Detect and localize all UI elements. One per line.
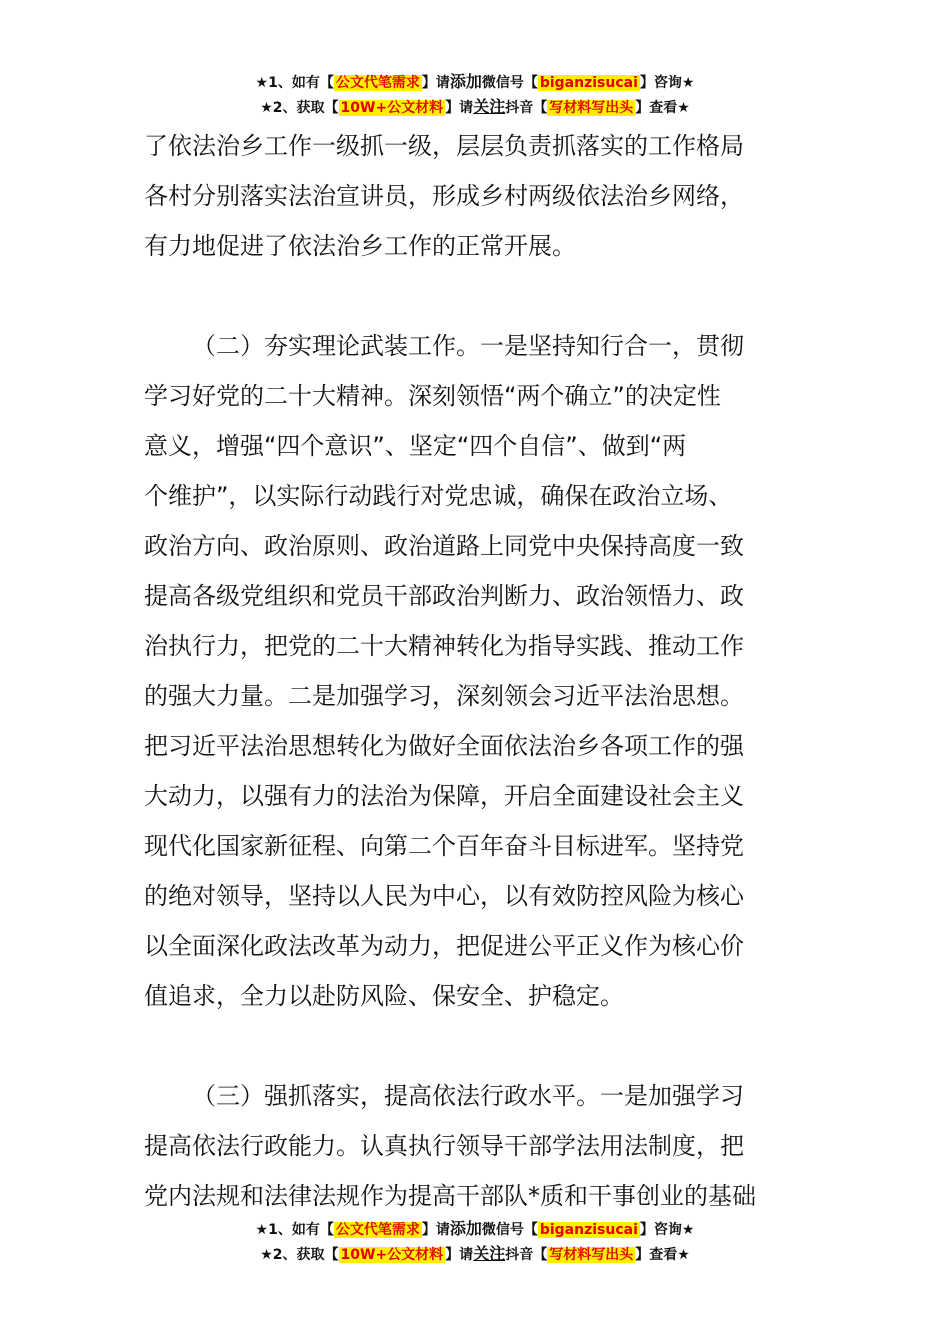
text-line: 了依法治乡工作一级抓一级，层层负责抓落实的工作格局 <box>144 132 744 160</box>
banner-text: 】查看★ <box>635 1247 690 1263</box>
banner-text: 】请 <box>421 1222 450 1238</box>
banner-text: 微信号【 <box>481 1222 538 1238</box>
banner-text: 微信号【 <box>481 75 538 91</box>
banner-line-2 <box>0 1242 950 1267</box>
text-line: 有力地促进了依法治乡工作的正常开展。 <box>144 232 576 260</box>
text-line: 提高各级党组织和党员干部政治判断力、政治领悟力、政 <box>144 582 744 610</box>
text-line: 意义，增强“四个意识”、坚定“四个自信”、做到“两 <box>144 432 687 460</box>
footer-banner <box>0 1217 950 1267</box>
banner-text: ★1、如有【 <box>255 1222 334 1238</box>
text-line: 把习近平法治思想转化为做好全面依法治乡各项工作的强 <box>144 732 744 760</box>
banner-text: 】请 <box>421 75 450 91</box>
banner-text: 】请 <box>445 100 474 116</box>
banner-text: 】请 <box>445 1247 474 1263</box>
text-line: 的强大力量。二是加强学习，深刻领会习近平法治思想。 <box>144 682 744 710</box>
banner-line-1 <box>0 1217 950 1242</box>
banner-text: ★2、获取【 <box>260 1247 339 1263</box>
text-line: 提高依法行政能力。认真执行领导干部学法用法制度，把 <box>144 1132 744 1160</box>
banner-line-1 <box>0 70 950 95</box>
text-line: 大动力，以强有力的法治为保障，开启全面建设社会主义 <box>144 782 744 810</box>
text-line: 治执行力，把党的二十大精神转化为指导实践、推动工作 <box>144 632 744 660</box>
banner-text: ★2、获取【 <box>260 100 339 116</box>
text-line: 党内法规和法律法规作为提高干部队*质和干事创业的基础 <box>144 1182 756 1210</box>
paragraph-gap <box>144 271 824 321</box>
paragraph-gap <box>144 1021 824 1071</box>
emphasis-text: 添加 <box>449 72 482 91</box>
text-line: 的绝对领导，坚持以人民为中心，以有效防控风险为核心 <box>144 882 744 910</box>
emphasis-text: 关注 <box>473 1244 506 1263</box>
banner-text: 】咨询★ <box>639 1222 695 1238</box>
highlight-text: 写材料写出头 <box>549 1247 634 1263</box>
text-line: 现代化国家新征程、向第二个百年奋斗目标进军。坚持党 <box>144 832 744 860</box>
highlight-text: 公文代笔需求 <box>335 1222 420 1238</box>
text-line: 值追求，全力以赴防风险、保安全、护稳定。 <box>144 982 624 1010</box>
text-line: 以全面深化政法改革为动力，把促进公平正义作为核心价 <box>144 932 744 960</box>
highlight-text: 写材料写出头 <box>549 100 634 116</box>
text-line: 学习好党的二十大精神。深刻领悟“两个确立”的决定性 <box>144 382 721 410</box>
highlight-text: 10W+公文材料 <box>340 1247 444 1263</box>
banner-text: 抖音【 <box>505 1247 548 1263</box>
header-banner <box>0 70 950 120</box>
banner-text: 】咨询★ <box>639 75 695 91</box>
banner-text: 抖音【 <box>505 100 548 116</box>
banner-line-2 <box>0 95 950 120</box>
highlight-text: 10W+公文材料 <box>340 100 444 116</box>
highlight-text: biganzisucai <box>539 1222 638 1238</box>
highlight-text: 公文代笔需求 <box>335 75 420 91</box>
text-line: 个维护”，以实际行动践行对党忠诚，确保在政治立场、 <box>144 482 733 510</box>
banner-text: 】查看★ <box>635 100 690 116</box>
text-line: （二）夯实理论武装工作。一是坚持知行合一，贯彻 <box>192 332 744 360</box>
document-body <box>144 121 824 1221</box>
emphasis-text: 关注 <box>473 97 506 116</box>
banner-text: ★1、如有【 <box>255 75 334 91</box>
highlight-text: biganzisucai <box>539 75 638 91</box>
text-line: （三）强抓落实，提高依法行政水平。一是加强学习 <box>192 1082 744 1110</box>
emphasis-text: 添加 <box>449 1219 482 1238</box>
text-line: 政治方向、政治原则、政治道路上同党中央保持高度一致 <box>144 532 744 560</box>
text-line: 各村分别落实法治宣讲员，形成乡村两级依法治乡网络， <box>144 182 744 210</box>
